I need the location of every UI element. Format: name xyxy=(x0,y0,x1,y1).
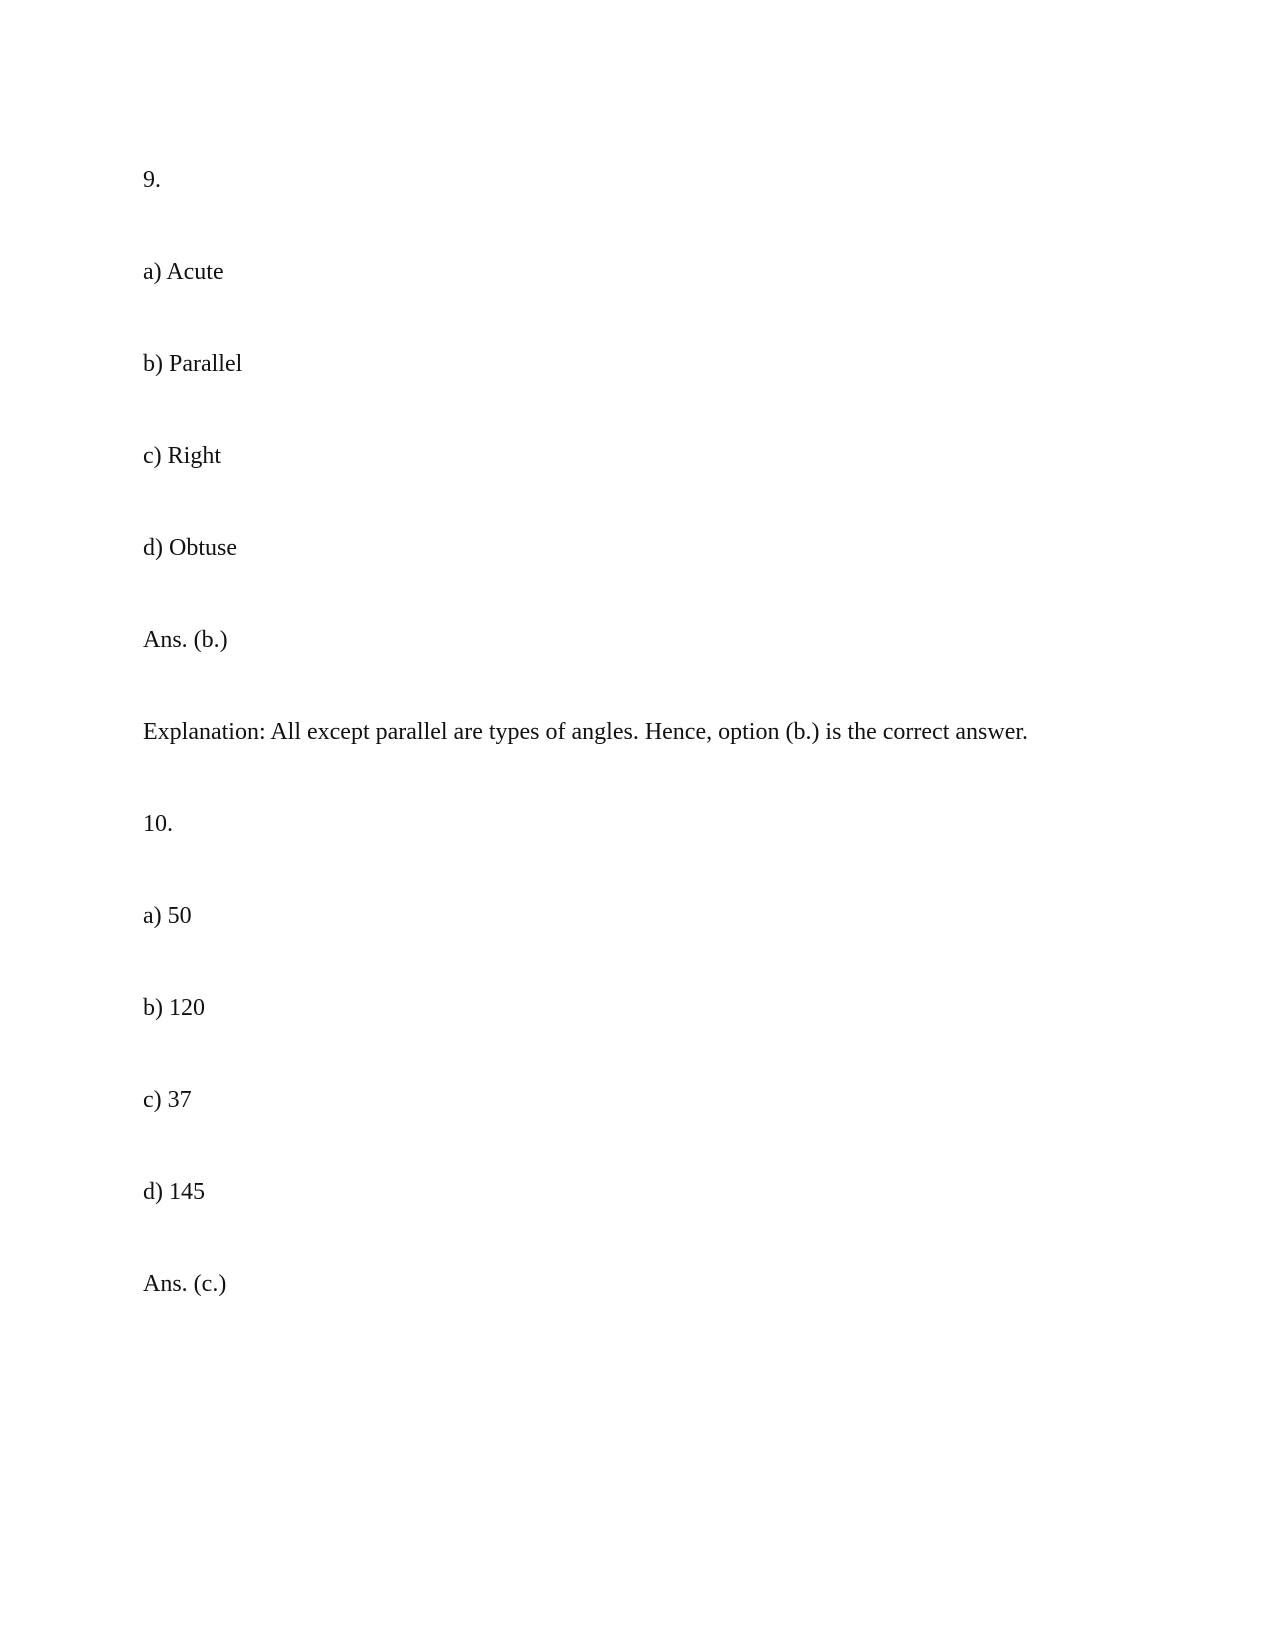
question-number: 10. xyxy=(143,811,173,837)
option-d: d) Obtuse xyxy=(143,535,237,561)
answer: Ans. (b.) xyxy=(143,627,228,653)
answer: Ans. (c.) xyxy=(143,1271,227,1297)
option-b: b) 120 xyxy=(143,995,205,1021)
option-a: a) Acute xyxy=(143,259,224,285)
question-number: 9. xyxy=(143,167,161,193)
option-c: c) 37 xyxy=(143,1087,192,1113)
explanation: Explanation: All except parallel are types of angles. Hence, option (b.) is the correct answer. xyxy=(143,719,1029,745)
option-d: d) 145 xyxy=(143,1179,205,1205)
option-b: b) Parallel xyxy=(143,351,243,377)
option-a: a) 50 xyxy=(143,903,192,929)
option-c: c) Right xyxy=(143,443,221,469)
